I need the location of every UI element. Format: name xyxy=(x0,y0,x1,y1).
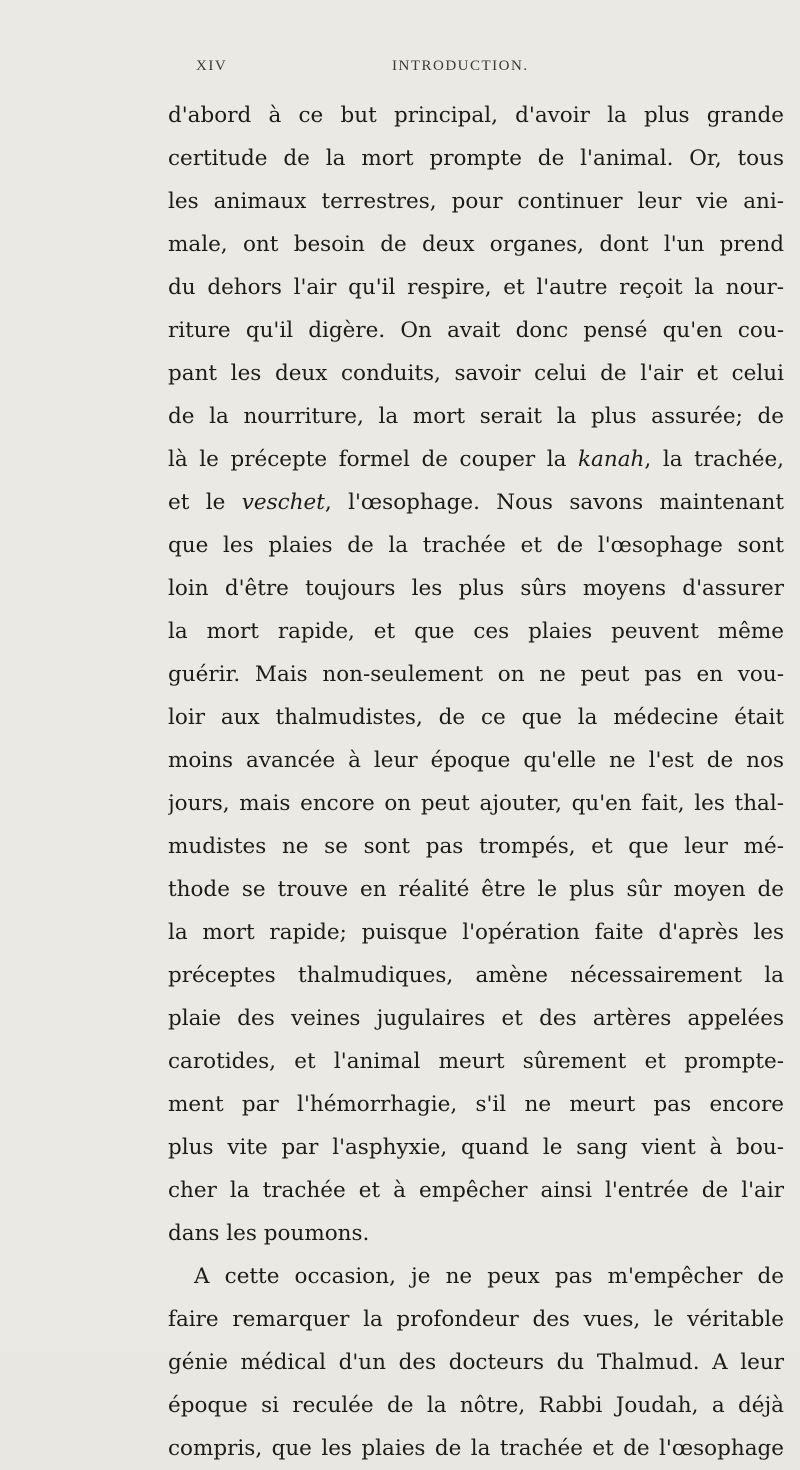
text-line: ment par l'hémorrhagie, s'il ne meurt pas encore xyxy=(168,1092,784,1117)
text-line: plaie des veines jugulaires et des artères appelées xyxy=(168,1006,784,1031)
text-line: pant les deux conduits, savoir celui de l'air et celui xyxy=(168,361,784,386)
italic-term: veschet xyxy=(241,490,325,515)
text-line: les animaux terrestres, pour continuer leur vie ani- xyxy=(168,189,784,214)
text-line: certitude de la mort prompte de l'animal. Or, tous xyxy=(168,146,784,171)
text-line: loin d'être toujours les plus sûrs moyens d'assurer xyxy=(168,576,784,601)
text-line: thode se trouve en réalité être le plus sûr moyen de xyxy=(168,877,784,902)
body-text xyxy=(168,94,784,1470)
text-line: préceptes thalmudiques, amène nécessairement la xyxy=(168,963,784,988)
text-line: guérir. Mais non-seulement on ne peut pas en vou- xyxy=(168,662,784,687)
text-line: plus vite par l'asphyxie, quand le sang vient à bou- xyxy=(168,1135,784,1160)
text-line: male, ont besoin de deux organes, dont l'un prend xyxy=(168,232,784,257)
text-line: de la nourriture, la mort serait la plus assurée; de xyxy=(168,404,784,429)
text-line: compris, que les plaies de la trachée et de l'œsophage xyxy=(168,1436,784,1461)
text-line: du dehors l'air qu'il respire, et l'autre reçoit la nour- xyxy=(168,275,784,300)
text-line: riture qu'il digère. On avait donc pensé qu'en cou- xyxy=(168,318,784,343)
text-line: et le veschet, l'œsophage. Nous savons maintenant xyxy=(168,490,784,515)
text-line: époque si reculée de la nôtre, Rabbi Joudah, a déjà xyxy=(168,1393,784,1418)
text-line: d'abord à ce but principal, d'avoir la plus grande xyxy=(168,103,784,128)
page-header xyxy=(196,58,596,84)
text-line: moins avancée à leur époque qu'elle ne l'est de nos xyxy=(168,748,784,773)
text-line: carotides, et l'animal meurt sûrement et prompte- xyxy=(168,1049,784,1074)
text-line: la mort rapide, et que ces plaies peuvent même xyxy=(168,619,784,644)
running-title: INTRODUCTION. xyxy=(392,58,529,74)
paragraph-start-line: A cette occasion, je ne peux pas m'empêcher de xyxy=(194,1264,784,1289)
text-line: loir aux thalmudistes, de ce que la médecine était xyxy=(168,705,784,730)
text-line: jours, mais encore on peut ajouter, qu'en fait, les thal- xyxy=(168,791,784,816)
text-line: la mort rapide; puisque l'opération faite d'après les xyxy=(168,920,784,945)
text-line: génie médical d'un des docteurs du Thalmud. A leur xyxy=(168,1350,784,1375)
page-number: XIV xyxy=(196,58,228,74)
text-line: que les plaies de la trachée et de l'œsophage sont xyxy=(168,533,784,558)
text-line: cher la trachée et à empêcher ainsi l'entrée de l'air xyxy=(168,1178,784,1203)
text-line: là le précepte formel de couper la kanah, la trachée, xyxy=(168,447,784,472)
italic-term: kanah xyxy=(578,447,645,472)
text-line: mudistes ne se sont pas trompés, et que leur mé- xyxy=(168,834,784,859)
text-line: faire remarquer la profondeur des vues, le véritable xyxy=(168,1307,784,1332)
paragraph-end-line: dans les poumons. xyxy=(168,1221,370,1246)
